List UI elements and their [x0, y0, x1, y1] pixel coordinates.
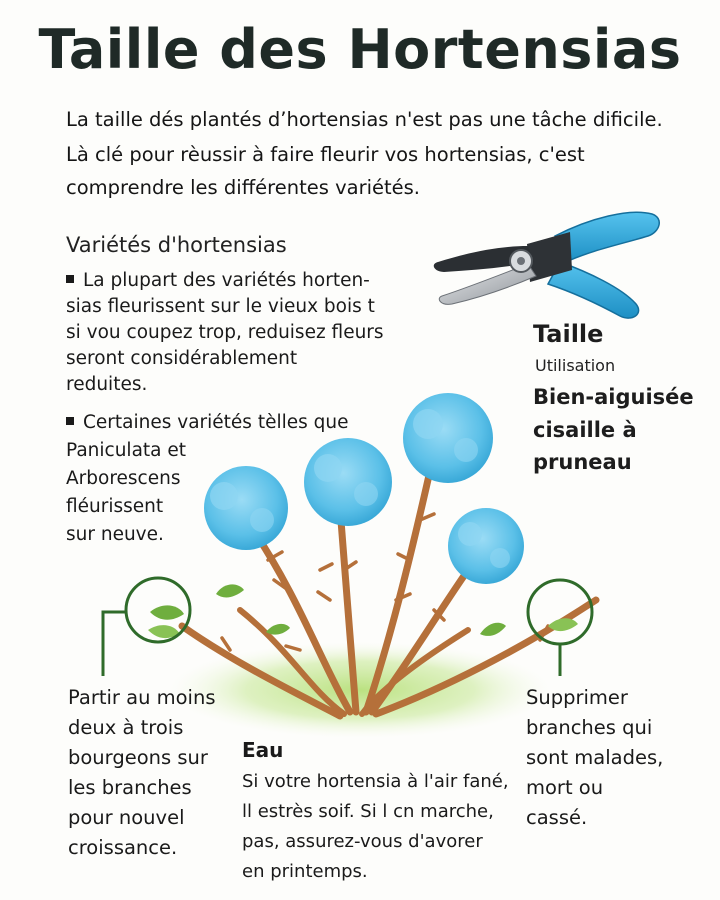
- hydrangea-leaves: [148, 584, 578, 638]
- eau-line: ll estrès soif. Si l cn marche,: [242, 801, 494, 822]
- bullet2-line: Certaines variétés tèlles que: [66, 412, 349, 433]
- right-note-line: sont malades,: [526, 746, 664, 769]
- eau-line: pas, assurez-vous d'avorer: [242, 831, 483, 852]
- eau-title: Eau: [242, 738, 284, 762]
- left-note-line: bourgeons sur: [68, 746, 208, 769]
- bullet2-line: Arborescens: [66, 468, 181, 489]
- varieties-heading: Variétés d'hortensias: [66, 233, 287, 257]
- bullet1-line: seront considérablement: [66, 348, 298, 369]
- flower-head: [403, 393, 493, 483]
- bullet1-line: si vou coupez trop, reduisez fleurs: [66, 322, 384, 343]
- right-note-line: branches qui: [526, 716, 653, 739]
- right-note-line: Supprimer: [526, 686, 628, 709]
- bullet-square-icon: [66, 417, 74, 425]
- right-note-line: cassé.: [526, 806, 588, 829]
- flower-head: [204, 466, 288, 550]
- taille-title: Taille: [533, 320, 604, 348]
- left-note-line: croissance.: [68, 836, 178, 859]
- bullet1-line: reduites.: [66, 374, 148, 395]
- eau-line: Si votre hortensia à l'air fané,: [242, 771, 509, 792]
- page-title: Taille des Hortensias: [38, 18, 682, 81]
- intro-line: comprendre les différentes variétés.: [66, 176, 420, 199]
- bullet2-line: fléurissent: [66, 496, 164, 517]
- eau-line: en printemps.: [242, 861, 368, 882]
- left-note-line: Partir au moins: [68, 686, 216, 709]
- intro-line: La taille dés plantés d’hortensias n'est pas une tâche dificile.: [66, 108, 663, 131]
- left-callout: [103, 578, 190, 676]
- left-note-line: pour nouvel: [68, 806, 185, 829]
- intro-line: Là clé pour rèussir à faire fleurir vos hortensias, c'est: [66, 143, 585, 166]
- bullet1-line: sias fleurissent sur le vieux bois t: [66, 296, 375, 317]
- left-note-line: les branches: [68, 776, 192, 799]
- flower-head: [304, 438, 392, 526]
- taille-line: pruneau: [533, 450, 632, 474]
- taille-subtitle: Utilisation: [535, 356, 616, 375]
- bullet2-line: Paniculata et: [66, 440, 187, 461]
- taille-line: Bien-aiguisée: [533, 385, 694, 409]
- flower-head: [448, 508, 524, 584]
- taille-line: cisaille à: [533, 418, 637, 442]
- right-note-line: mort ou: [526, 776, 604, 799]
- pruning-shears-icon: [434, 212, 660, 318]
- left-note-line: deux à trois: [68, 716, 184, 739]
- bullet-square-icon: [66, 275, 74, 283]
- bullet1-line: La plupart des variétés horten-: [66, 270, 370, 291]
- bullet2-line: sur neuve.: [66, 524, 164, 545]
